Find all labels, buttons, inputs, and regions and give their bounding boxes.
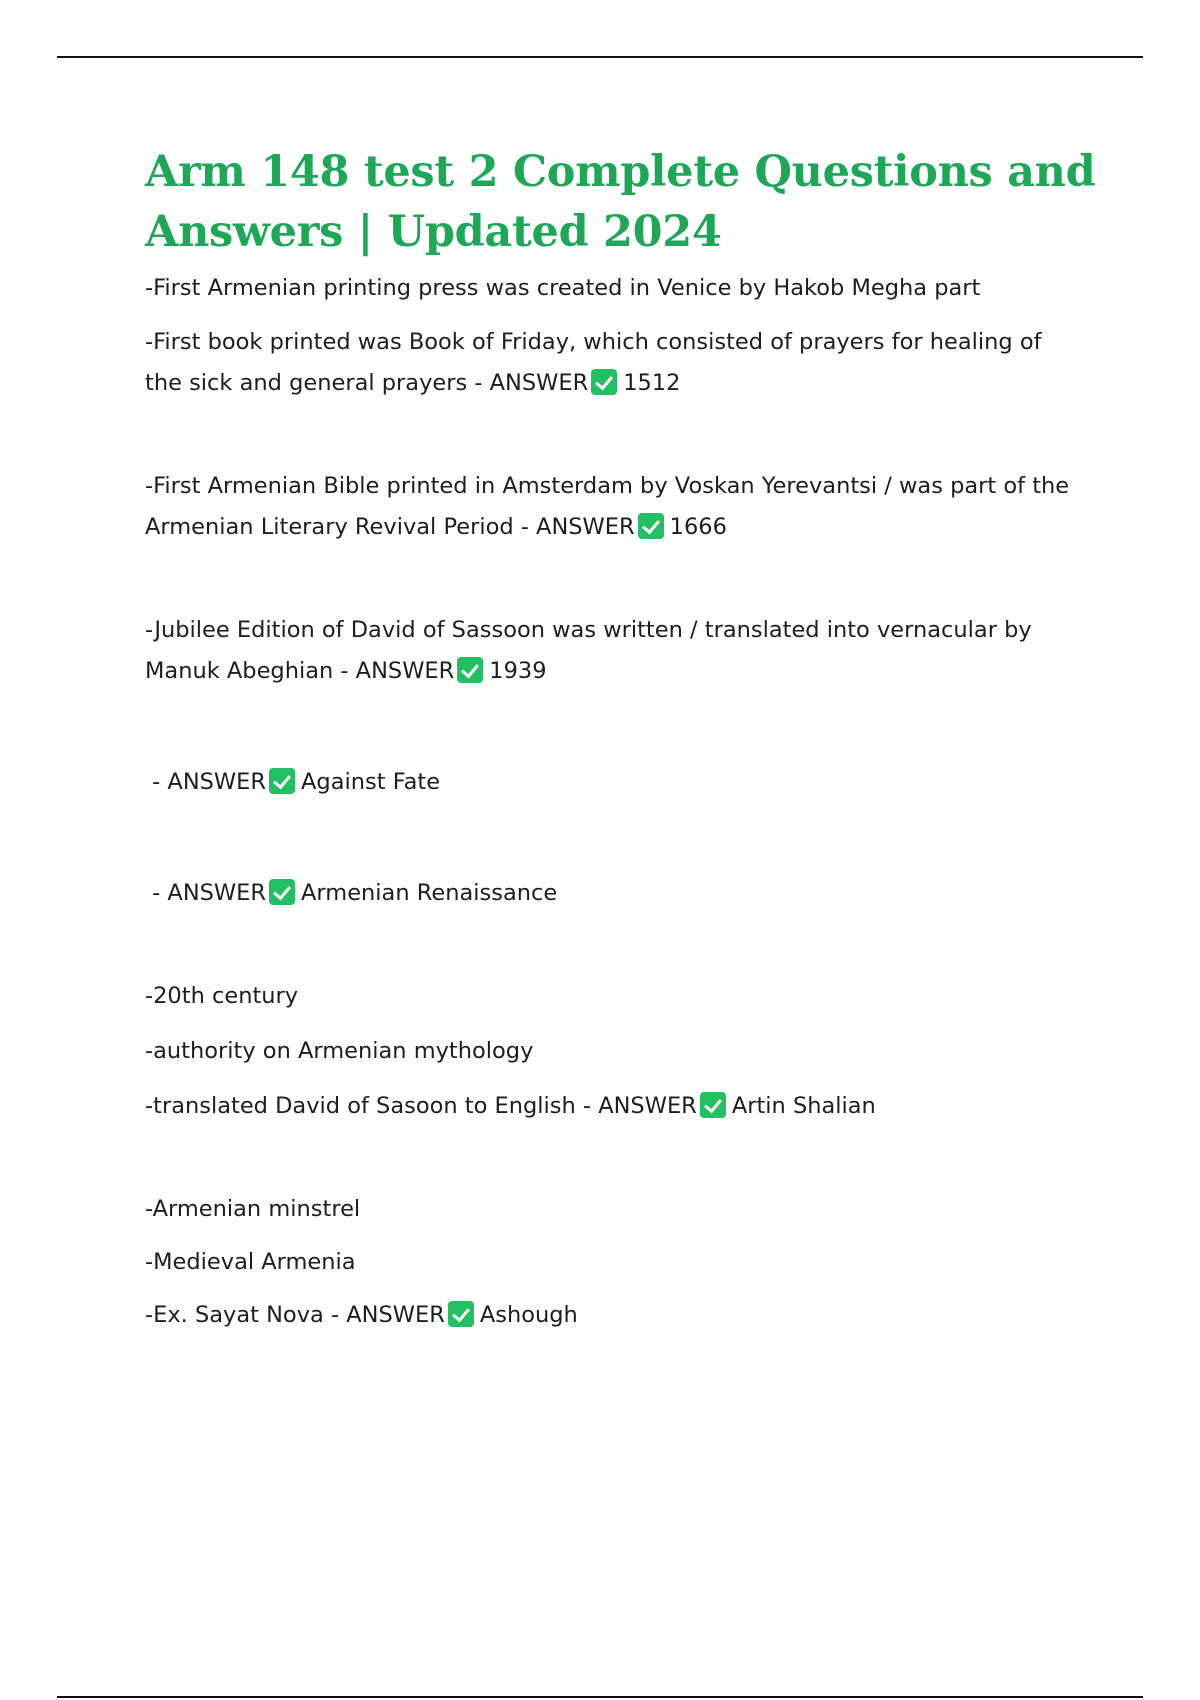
question-text: - ANSWER [145, 769, 267, 795]
check-icon [457, 657, 483, 683]
question-answer-line [145, 651, 1105, 692]
check-icon [448, 1301, 474, 1327]
check-icon [638, 513, 664, 539]
answer-text: Against Fate [301, 769, 441, 795]
question-line: -20th century [145, 983, 299, 1009]
question-text: - ANSWER [145, 880, 267, 906]
answer-text: Ashough [479, 1302, 578, 1328]
spacer [145, 692, 1105, 762]
spacer [145, 914, 1105, 976]
question-answer-line [145, 507, 1105, 548]
answer-text: Artin Shalian [731, 1093, 876, 1119]
question-answer-line [145, 1086, 1105, 1127]
question-line: -Armenian minstrel [145, 1196, 361, 1222]
question-answer-line [145, 873, 1105, 914]
question-line: -Medieval Armenia [145, 1249, 356, 1275]
answer-text: 1666 [669, 514, 727, 540]
question-text: -translated David of Sasoon to English - ANSWER [145, 1093, 697, 1119]
check-icon [269, 879, 295, 905]
question-line: -authority on Armenian mythology [145, 1038, 534, 1064]
check-icon [591, 369, 617, 395]
check-icon [269, 768, 295, 794]
answer-text: 1939 [489, 658, 547, 684]
spacer [145, 404, 1105, 466]
question-text: Manuk Abeghian - ANSWER [145, 658, 455, 684]
document-content [145, 142, 1105, 1336]
question-line: -First Armenian Bible printed in Amsterdam by Voskan Yerevantsi / was part of the [145, 473, 1070, 499]
question-answer-line [145, 1295, 1105, 1336]
answer-text: Armenian Renaissance [301, 880, 558, 906]
question-line: -First book printed was Book of Friday, which consisted of prayers for healing of [145, 329, 1042, 355]
question-answer-line [145, 363, 1105, 404]
spacer [145, 1127, 1105, 1189]
question-answer-line [145, 762, 1105, 803]
answer-text: 1512 [623, 370, 681, 396]
question-text: the sick and general prayers - ANSWER [145, 370, 589, 396]
bottom-rule [57, 1696, 1143, 1698]
check-icon [700, 1092, 726, 1118]
spacer [145, 803, 1105, 873]
question-text: Armenian Literary Revival Period - ANSWER [145, 514, 635, 540]
question-line: -Jubilee Edition of David of Sassoon was written / translated into vernacular by [145, 617, 1032, 643]
document-title: Arm 148 test 2 Complete Questions and Answers | Updated 2024 [145, 147, 1096, 257]
question-text: -Ex. Sayat Nova - ANSWER [145, 1302, 445, 1328]
spacer [145, 548, 1105, 610]
question-line: -First Armenian printing press was created in Venice by Hakob Megha part [145, 275, 981, 301]
spacer [145, 309, 1105, 322]
top-rule [57, 56, 1143, 58]
